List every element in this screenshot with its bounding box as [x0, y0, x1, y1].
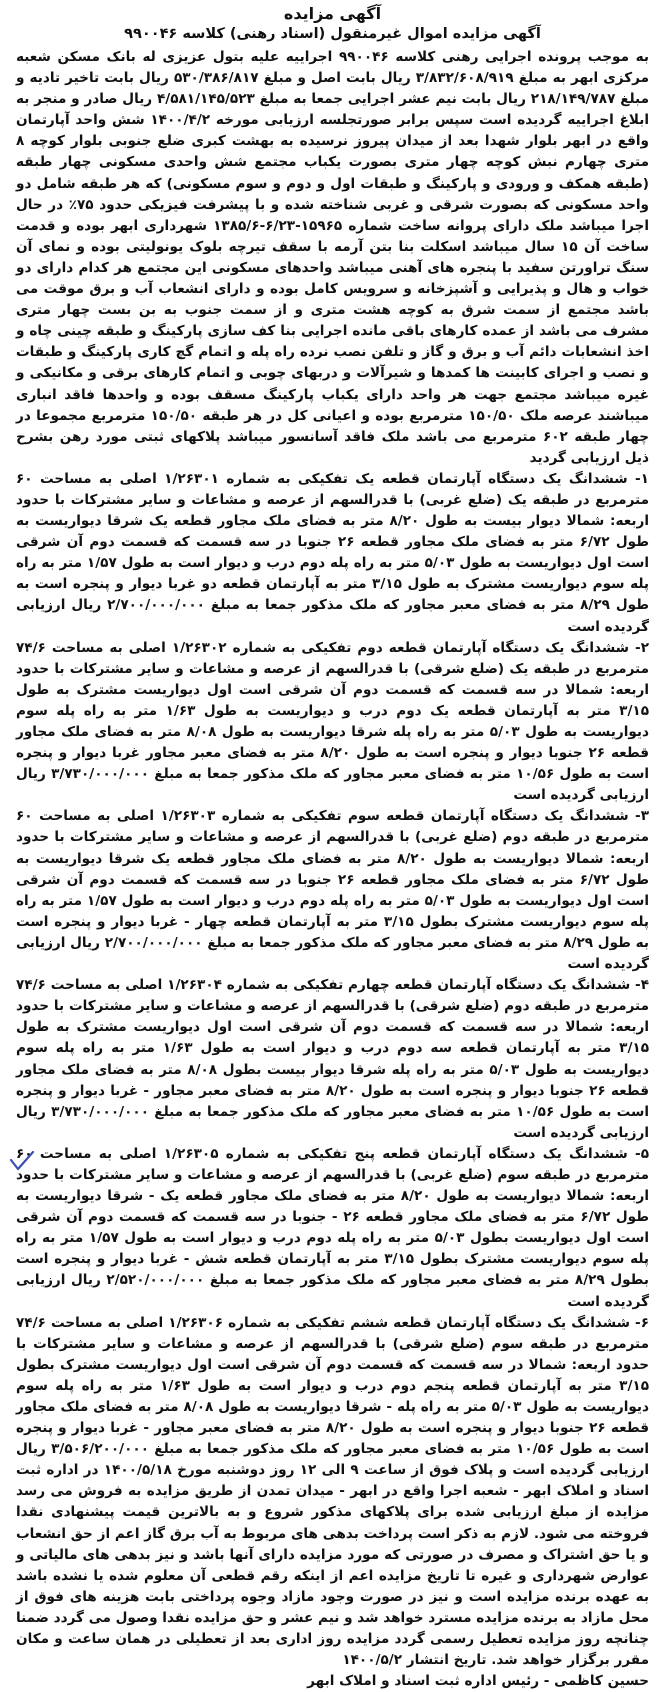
item-text: - ششدانگ یک دستگاه آپارتمان قطعه پنج تفکیکی به شماره ۱/۲۶۳۰۵ اصلی به مساحت ۶۰ مترمربع در طبقه سوم (ضلع غربی) با قدرالسهم از عرصه و مشاعات و سایر مشترکات با حدود اربعه: شمالا دیواریست به طول ۸/۲۰ متر به فضای ملک مجاور قطعه یک - شرقا دیواریست به طول ۶/۷۲ متر به فضای ملک مجاور قطعه ۲۶ - جنوبا در سه قسمت که قسمت دوم آن شرقی است اول دیواریست بطول ۵/۰۳ متر به راه پله دوم درب و دیوار است به طول ۱/۵۷ متر به راه پله سوم دیواریست مشترک بطول ۳/۱۵ متر به آپارتمان قطعه شش - غربا دیوار و پنجره است بطول ۸/۲۹ متر به فضای معبر مجاور که ملک مذکور جمعا به مبلغ ۲/۵۲۰/۰۰۰/۰۰۰ ریال ارزیابی گردیده است: [16, 1145, 650, 1310]
notice-intro-paragraph: به موجب پرونده اجرایی رهنی کلاسه ۹۹۰۰۴۶ اجراییه علیه بتول عزیزی له بانک مسکن شعبه مرکزی ابهر به مبلغ ۳/۸۳۲/۶۰۸/۹۱۹ ریال بابت اصل و مبلغ ۵۳۰/۳۸۶/۸۱۷ ریال بابت تاخیر تادیه و مبلغ ۲۱۸/۱۴۹/۷۸۷ ریال بابت نیم عشر اجرایی جمعا به مبلغ ۴/۵۸۱/۱۴۵/۵۲۳ ریال صادر و منجر به ابلاغ اجراییه گردیده است سپس برابر صورتجلسه ارزیابی مورخه ۱۴۰۰/۴/۲ شش واحد آپارتمان واقع در ابهر بلوار شهدا بعد از میدان پیروز نرسیده به بهشت کبری ضلع جنوبی بلوار کوچه ۸ متری چهارم نبش کوچه چهار متری بصورت یکباب مجتمع شش واحدی مسکونی چهار طبقه (طبقه همکف و ورودی و پارکینگ و طبقات اول و دوم و سوم مسکونی) که هر طبقه شامل دو واحد مسکونی که بصورت شرقی و غربی شناخته شده و با پیشرفت فیزیکی حدود ۷۵٪ در حال اجرا میباشد ملک دارای پروانه ساخت شماره ۱۵۹۶۵-۶/۲۳-۱۳۸۵/۶ شهرداری ابهر بوده و قدمت ساخت آن ۱۵ سال میباشد اسکلت بنا بتن آرمه با سقف تیرچه بلوک یونولیتی بوده و نمای آن سنگ تراورتن سفید با پنجره های آهنی میباشد واحدهای مسکونی این مجتمع هر کدام دارای دو خواب و هال و پذیرایی و آشپزخانه و سرویس کامل بوده و دارای انشعاب آب و برق موقت می باشد مجتمع از سمت شرق به کوچه هشت متری و از سمت جنوب به بن بست چهار متری مشرف می باشد از عمده کارهای باقی مانده اجرایی بنا کف سازی پارکینگ و طبقه چینی چاه و اخذ انشعابات دائم آب و برق و گاز و تلفن نصب نرده راه پله و اتمام گچ کاری پارکینگ و طبقات و نصب و اجرای کابینت ها کمدها و شیرآلات و دربهای چوبی و اتمام کارهای برقی و مکانیکی و غیره میباشد مجتمع جهت هر واحد دارای یکباب پارکینگ مسقف بوده و واحدها فاقد انباری میباشند عرصه ملک ۱۵۰/۵۰ مترمربع بوده و اعیانی کل در هر طبقه ۱۵۰/۵۰ مترمربع مجموعا در چهار طبقه ۶۰۲ مترمربع می باشد ملک فاقد آسانسور میباشد پلاکهای ثبتی مورد رهن بشرح ذیل ارزیابی گردید: [16, 49, 650, 466]
item-number: ۵: [640, 1145, 649, 1162]
item-number: ۶: [640, 1314, 650, 1331]
property-item-2: [16, 638, 649, 807]
item-text: - ششدانگ یک دستگاه آپارتمان قطعه سوم تفکیکی به شماره ۱/۲۶۳۰۳ اصلی به مساحت ۶۰ مترمربع در طبقه دوم (ضلع غربی) با قدرالسهم از عرصه و مشاعات و سایر مشترکات با حدود اربعه: شمالا دیواریست به طول ۸/۲۰ متر به فضای ملک مجاور قطعه یک شرقا دیواریست به طول ۶/۷۲ متر به فضای ملک مجاور قطعه ۲۶ جنوبا در سه قسمت که قسمت دوم آن شرقی است اول دیواریست به طول ۵/۰۳ متر به راه پله دوم درب و دیوار است به طول ۱/۵۷ متر به راه پله سوم دیواریست مشترک بطول ۳/۱۵ متر به آپارتمان قطعه چهار - غربا دیوار و پنجره است به طول ۸/۲۹ متر به فضای معبر مجاور که ملک مذکور جمعا به مبلغ ۲/۷۰۰/۰۰۰/۰۰۰ ریال ارزیابی گردیده است: [16, 808, 650, 973]
notice-title: آگهی مزایده: [283, 4, 382, 23]
item-text: - ششدانگ یک دستگاه آپارتمان قطعه دوم تفکیکی به شماره ۱/۲۶۳۰۲ اصلی به مساحت ۷۴/۶ مترمربع در طبقه یک (ضلع شرقی) با قدرالسهم از عرصه و مشاعات و سایر مشترکات با حدود اربعه: شمالا در سه قسمت که قسمت دوم آن شرقی است اول دیواریست مشترک به طول ۳/۱۵ متر به آپارتمان قطعه یک دوم درب و دیواریست به طول ۱/۶۳ متر به راه پله سوم دیواریست به طول ۵/۰۳ متر به راه پله شرقا دیواریست به طول ۸/۰۸ متر به فضای ملک مجاور قطعه ۲۶ جنوبا دیوار و پنجره است به طول ۸/۲۰ متر به فضای معبر مجاور غربا دیوار و پنجره است به طول ۱۰/۵۶ متر به فضای معبر مجاور که ملک مذکور جمعا به مبلغ ۳/۷۳۰/۰۰۰/۰۰۰ ریال ارزیابی گردیده است: [16, 639, 650, 804]
item-text: - ششدانگ یک دستگاه آپارتمان قطعه یک تفکیکی به شماره ۱/۲۶۳۰۱ اصلی به مساحت ۶۰ مترمربع در طبقه یک (ضلع غربی) با قدرالسهم از عرصه و مشاعات و سایر مشترکات با حدود اربعه: شمالا دیوار بیست به طول ۸/۲۰ متر به فضای ملک مجاور قطعه یک شرقا دیواریست به طول ۶/۷۲ متر به فضای ملک مجاور قطعه ۲۶ جنوبا در سه قسمت که قسمت دوم آن شرقی است اول دیواریست به طول ۵/۰۳ متر به راه پله دوم درب و دیوار است به طول ۱/۵۷ متر به راه پله سوم دیواریست مشترک به طول ۳/۱۵ متر به آپارتمان قطعه دو غربا دیوار و پنجره است به طول ۸/۲۹ متر به فضای معبر مجاور که ملک مذکور جمعا به مبلغ ۲/۷۰۰/۰۰۰/۰۰۰ ریال ارزیابی گردیده است: [16, 470, 650, 635]
property-item-6: [16, 1313, 649, 1672]
property-item-5: [16, 1144, 649, 1313]
notice-subtitle: آگهی مزایده اموال غیرمنقول (اسناد رهنی) کلاسه ۹۹۰۰۴۶: [124, 26, 541, 42]
property-item-3: [16, 806, 649, 975]
item-number: ۴: [640, 977, 649, 994]
check-mark-icon: [8, 1150, 36, 1174]
item-number: ۳: [640, 808, 649, 825]
item-number: ۲: [640, 639, 649, 656]
item-text: - ششدانگ یک دستگاه آپارتمان قطعه ششم تفکیکی به شماره ۱/۲۶۳۰۶ اصلی به مساحت ۷۴/۶ مترمربع در طبقه سوم (ضلع شرقی) با قدرالسهم از عرصه و مشاعات و سایر مشترکات با حدود اربعه: شمالا در سه قسمت که قسمت دوم آن شرقی است اول دیواریست مشترک بطول ۳/۱۵ متر به آپارتمان قطعه پنجم دوم درب و دیوار است به طول ۱/۶۳ متر به راه پله سوم دیواریست به طول ۵/۰۳ متر به راه پله - شرقا دیواریست به طول ۸/۰۸ متر به فضای ملک مجاور قطعه ۲۶ جنوبا دیوار و پنجره است به طول ۸/۲۰ متر به فضای معبر مجاور - غربا دیوار و پنجره است به طول ۱۰/۵۶ متر به فضای معبر مجاور که ملک مذکور جمعا به مبلغ ۳/۵۰۶/۲۰۰/۰۰۰ ریال ارزیابی گردیده است و پلاک فوق از ساعت ۹ الی ۱۲ روز دوشنبه مورخ ۱۴۰۰/۵/۱۸ در اداره ثبت اسناد و املاک ابهر - شعبه اجرا واقع در ابهر - میدان تمدن از طریق مزایده به فروش می رسد مزایده از مبلغ ارزیابی شده برای پلاکهای مذکور شروع و به بالاترین قیمت پیشنهادی نقدا فروخته می شود. لازم به ذکر است پرداخت بدهی های مربوط به آب برق گاز اعم از حق انشعاب و یا حق اشتراک و مصرف در صورتی که مورد مزایده دارای آنها باشد و نیز بدهی های مالیاتی و عوارض شهرداری و غیره تا تاریخ مزایده اعم از اینکه رقم قطعی آن معلوم شده یا نشده باشد به عهده برنده مزایده است و نیز در صورت وجود مازاد وجوه پرداختی بابت هزینه های فوق از محل مازاد به برنده مزایده مسترد خواهد شد و نیم عشر و حق مزایده نقدا وصول می گردد ضمنا چنانچه روز مزایده تعطیل رسمی گردد مزایده روز اداری بعد از تعطیلی در همان ساعت و مکان مقرر برگزار خواهد شد. تاریخ انتشار ۱۴۰۰/۵/۲: [16, 1314, 650, 1669]
property-item-4: [16, 975, 649, 1144]
notice-signature: حسین کاظمی - رئیس اداره ثبت اسناد و املاک ابهر: [307, 1673, 649, 1690]
item-text: - ششدانگ یک دستگاه آپارتمان قطعه چهارم تفکیکی به شماره ۱/۲۶۳۰۴ اصلی به مساحت ۷۴/۶ مترمربع در طبقه دوم (ضلع شرقی) با قدرالسهم از عرصه و مشاعات و سایر مشترکات با حدود اربعه: شمالا در سه قسمت که قسمت دوم آن شرقی است اول دیواریست مشترک به طول ۳/۱۵ متر به آپارتمان قطعه سه دوم درب و دیوار است به طول ۱/۶۳ متر به راه پله سوم دیواریست به طول ۵/۰۳ متر به راه پله شرقا دیوار بیست بطول ۸/۰۸ متر به فضای ملک مجاور قطعه ۲۶ جنوبا دیوار و پنجره است به طول ۸/۲۰ متر به فضای معبر مجاور - غربا دیوار و پنجره است به طول ۱۰/۵۶ متر به فضای معبر مجاور که ملک مذکور جمعا به مبلغ ۳/۷۳۰/۰۰۰/۰۰۰ ریال ارزیابی گردیده است: [16, 977, 650, 1141]
item-number: ۱: [640, 470, 649, 487]
property-item-1: [16, 469, 649, 638]
